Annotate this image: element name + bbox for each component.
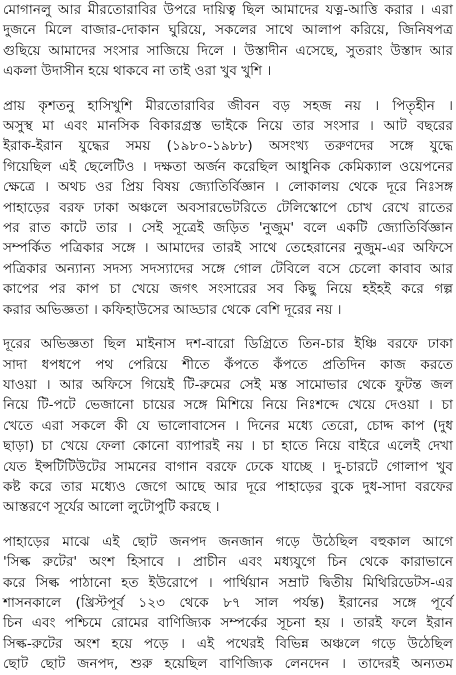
text-line: পাহাড়ের বরফ ঢাকা অঞ্চলে অবসারভেটরিতে টেলিস্কোপে চোখ রেখে রাতের <box>3 199 453 216</box>
text-line: একলা উদাসীন হয়ে থাকবে না তাই ওরা খুব খুশি । <box>3 63 272 80</box>
text-line: সম্পর্কিত পত্রিকার সঙ্গে । আমাদের তারই সাথে তেহেরানের নুজুম-এর অফিসে <box>3 240 453 257</box>
text-line: দূরের অভিজ্ঞতা ছিল মাইনাস দশ-বারো ডিগ্রিতে তিন-চার ইঞ্চি বরফে ঢাকা <box>3 336 453 353</box>
text-line: ইরাক-ইরান যুদ্ধের সময় (১৯৮০-১৯৮৮) অসংখ্য তরুণদের সঙ্গে যুদ্ধে <box>3 138 453 155</box>
paragraph-2 <box>3 96 453 320</box>
text-line: শাসনকালে (খ্রিস্টপূর্ব ১২৩ থেকে ৮৭ সাল পর্যন্ত) ইরানের সঙ্গে পূর্বে <box>3 594 453 611</box>
paragraph-3 <box>3 334 453 518</box>
text-line: কষ্ট করে তার মধ্যেও জেগে আছে আর দূরে পাহাড়ের বুকে দুধ-সাদা বরফের <box>3 478 453 495</box>
text-line: পর রাত কাটে তার । সেই সূত্রেই জড়িত 'নুজুম' বলে একটি জ্যোতির্বিজ্ঞান <box>3 220 453 237</box>
text-line: করে সিল্ক পাঠানো হত ইউরোপে । পার্থিয়ান সম্রাট দ্বিতীয় মিথিরিডেটস-এর <box>3 574 453 591</box>
text-line: যাওয়া । আর অফিসে গিয়েই টি-রুমের সেই মস্ত সামোভার থেকে ফুটন্ত জল <box>3 376 453 393</box>
text-line: পত্রিকার অন্যান্য সদস্য সদস্যাদের সঙ্গে গোল টেবিলে বসে চেলো কাবাব আর <box>3 260 453 277</box>
text-line: চিন এবং পশ্চিমে রোমের বাণিজ্যিক সম্পর্কের সূচনা হয় । তারই ফলে ইরান <box>3 615 453 632</box>
text-line: নিয়ে টি-পটে ভেজানো চায়ের সঙ্গে মিশিয়ে নিয়ে নিঃশব্দে খেয়ে দেওয়া । চা <box>3 397 453 414</box>
text-line: গিয়েছিল এই ছেলেটিও । দক্ষতা অর্জন করেছিল আধুনিক কেমিক্যাল ওয়েপনের <box>3 158 453 175</box>
text-line: পাহাড়ের মাঝে এই ছোট জনপদ জনজান গড়ে উঠেছিল বহুকাল আগে <box>3 533 453 550</box>
text-line: কাপের পর কাপ চা খেয়ে জগৎ সংসারের সব কিছু নিয়ে হইহই করে গল্প <box>3 281 453 298</box>
text-line: দুজনে মিলে বাজার-দোকান ঘুরিয়ে, সকলের সাথে আলাপ করিয়ে, জিনিষপত্র <box>3 22 453 39</box>
text-line: ছাড়া) চা খেয়ে ফেলা কোনো ব্যাপারই নয় । চা হাতে নিয়ে বাইরে এলেই দেখা <box>3 438 453 455</box>
text-line: সাদা ধপধপে পথ পেরিয়ে শীতে কঁপতে কঁপতে প্রতিদিন কাজ করতে <box>3 356 453 373</box>
text-line: ক্ষেত্রে । অথচ ওর প্রিয় বিষয় জ্যোতির্বিজ্ঞান । লোকালয় থেকে দূরে নিঃসঙ্গ <box>3 179 453 196</box>
text-line: গুছিয়ে আমাদের সংসার সাজিয়ে দিলে । উস্তাদীন এসেছে, সুতরাং উস্তাদ আর <box>3 42 453 59</box>
text-line: করার অভিজ্ঞতা । কফিহাউসের আড্ডার থেকে বেশি দূরের নয় । <box>3 301 342 318</box>
paragraph-1 <box>3 0 453 82</box>
text-line: 'সিল্ক রুটের' অংশ হিসাবে । প্রাচীন এবং মধ্যযুগে চিন থেকে কারাভানে <box>3 554 453 571</box>
text-line: প্রায় কৃশতনু হাসিখুশি মীরতোরাবির জীবন বড় সহজ নয় । পিতৃহীন । <box>3 97 453 114</box>
text-line: অসুস্থ মা এবং মানসিক বিকারগ্রস্ত ভাইকে নিয়ে তার সংসার । আট বছরের <box>3 118 453 135</box>
text-line: আস্তরণে সূর্যের আলো লুটোপুটি করছে । <box>3 499 220 516</box>
text-line: মোগানলু আর মীরতোরাবির উপরে দায়িত্ব ছিল আমাদের যত্ন-আত্তি করার । এরা <box>3 2 453 18</box>
paragraph-4 <box>3 532 453 675</box>
text-line: সিল্ক-রুটের অংশ হয়ে পড়ে । এই পথেরই বিভিন্ন অঞ্চলে গড়ে উঠেছিল <box>3 635 453 652</box>
document-page <box>3 0 453 673</box>
text-line: ছোট ছোট জনপদ, শুরু হয়েছিল বাণিজ্যিক লেনদেন । তাদেরই অন্যতম <box>3 656 453 673</box>
text-line: খেতে এরা সকলে কী যে ভালোবাসেন । দিনের মধ্যে তেরো, চোদ্দ কাপ (দুধ <box>3 417 453 434</box>
text-line: যেত ইন্সটিটিউটের সামনের বাগান বরফে ঢেকে যাচ্ছে । দু-চারটে গোলাপ খুব <box>3 458 453 475</box>
